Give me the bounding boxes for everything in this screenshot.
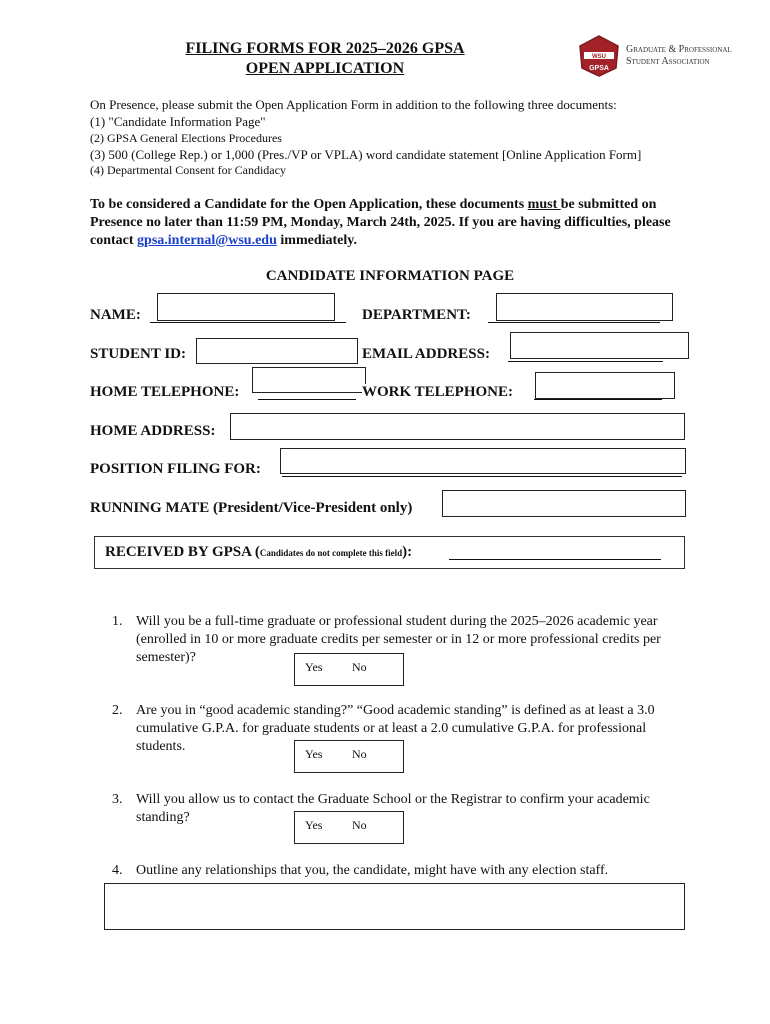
- gpsa-badge-icon: [576, 34, 622, 78]
- received-text: RECEIVED BY GPSA (: [105, 544, 260, 560]
- question-4-answer-box[interactable]: [104, 883, 685, 930]
- position-label: POSITION FILING FOR:: [90, 461, 261, 477]
- notice-text-3: immediately.: [276, 233, 357, 248]
- gpsa-logo: [576, 34, 736, 78]
- question-2-no[interactable]: No: [352, 747, 367, 761]
- badge-sub-text: WSU: [592, 54, 606, 60]
- running-mate-label: RUNNING MATE (President/Vice-President only): [90, 500, 413, 516]
- position-input[interactable]: [280, 448, 686, 474]
- received-box: [94, 536, 685, 569]
- question-1-yes-no[interactable]: [294, 653, 404, 686]
- received-underline: [449, 543, 661, 560]
- question-2-yes[interactable]: Yes: [305, 747, 323, 761]
- notice-must: must: [527, 197, 561, 212]
- question-2-yes-no[interactable]: [294, 740, 404, 773]
- question-3-no[interactable]: No: [352, 818, 367, 832]
- question-3-number: 3.: [112, 792, 123, 807]
- question-1-no[interactable]: No: [352, 660, 367, 674]
- question-1-text: Will you be a full-time graduate or professional student during the 2025–2026 academic year (enrolled in 10 or more graduate credits per semester or in 12 or more professional credits per semester)?: [136, 614, 661, 665]
- home-telephone-input[interactable]: [252, 367, 366, 393]
- received-close: ):: [402, 544, 413, 560]
- received-label: [105, 544, 412, 561]
- question-4-text: Outline any relationships that you, the candidate, might have with any election staff.: [136, 863, 609, 878]
- question-2-number: 2.: [112, 703, 123, 718]
- notice-text-1: To be considered a Candidate for the Open Application, these documents: [90, 197, 528, 212]
- question-4: [112, 862, 682, 880]
- intro-item-3: (3) 500 (College Rep.) or 1,000 (Pres./VP or VPLA) word candidate statement [Online Application Form]: [90, 147, 642, 162]
- name-label: NAME:: [90, 307, 141, 323]
- logo-org-line2: Student Association: [626, 56, 710, 67]
- student-id-label: STUDENT ID:: [90, 346, 186, 362]
- badge-text: GPSA: [589, 65, 609, 72]
- intro-item-2: (2) GPSA General Elections Procedures: [90, 131, 282, 145]
- home-address-input[interactable]: [230, 413, 685, 440]
- page-title-line2: OPEN APPLICATION: [245, 60, 405, 77]
- email-input[interactable]: [510, 332, 689, 359]
- notice-text-2: be submitted on Presence no later than 11:59 PM, Monday, March 24th, 2025. If you are having difficulties, please contact: [90, 197, 671, 248]
- page-title-line1: FILING FORMS FOR 2025–2026 GPSA: [185, 40, 465, 57]
- department-input[interactable]: [496, 293, 673, 321]
- question-2-text: Are you in “good academic standing?” “Good academic standing” is defined as at least a 3.0 cumulative G.P.A. for graduate students or at least a 2.0 cumulative G.P.A. for professional students.: [136, 703, 655, 754]
- department-label: DEPARTMENT:: [362, 307, 471, 323]
- work-telephone-label: WORK TELEPHONE:: [362, 384, 513, 400]
- question-1-yes[interactable]: Yes: [305, 660, 323, 674]
- contact-email-link[interactable]: gpsa.internal@wsu.edu: [137, 233, 277, 248]
- home-telephone-label: HOME TELEPHONE:: [90, 384, 240, 400]
- work-telephone-input[interactable]: [535, 372, 675, 399]
- question-1-number: 1.: [112, 614, 123, 629]
- received-note: Candidates do not complete this field: [259, 548, 403, 558]
- name-input[interactable]: [157, 293, 335, 321]
- question-3-yes[interactable]: Yes: [305, 818, 323, 832]
- home-address-label: HOME ADDRESS:: [90, 423, 216, 439]
- section-title: CANDIDATE INFORMATION PAGE: [265, 268, 515, 284]
- question-3-yes-no[interactable]: [294, 811, 404, 844]
- logo-org-line1: Graduate & Professional: [626, 44, 732, 55]
- question-3-text: Will you allow us to contact the Graduate School or the Registrar to confirm your academic standing?: [136, 792, 650, 825]
- intro-lead: On Presence, please submit the Open Application Form in addition to the following three documents:: [90, 97, 617, 112]
- submission-notice: [90, 196, 700, 250]
- intro-item-1: (1) "Candidate Information Page": [90, 114, 266, 129]
- running-mate-input[interactable]: [442, 490, 686, 517]
- question-4-number: 4.: [112, 863, 123, 878]
- email-label: EMAIL ADDRESS:: [362, 346, 490, 362]
- intro-item-4: (4) Departmental Consent for Candidacy: [90, 163, 286, 177]
- student-id-input[interactable]: [196, 338, 358, 364]
